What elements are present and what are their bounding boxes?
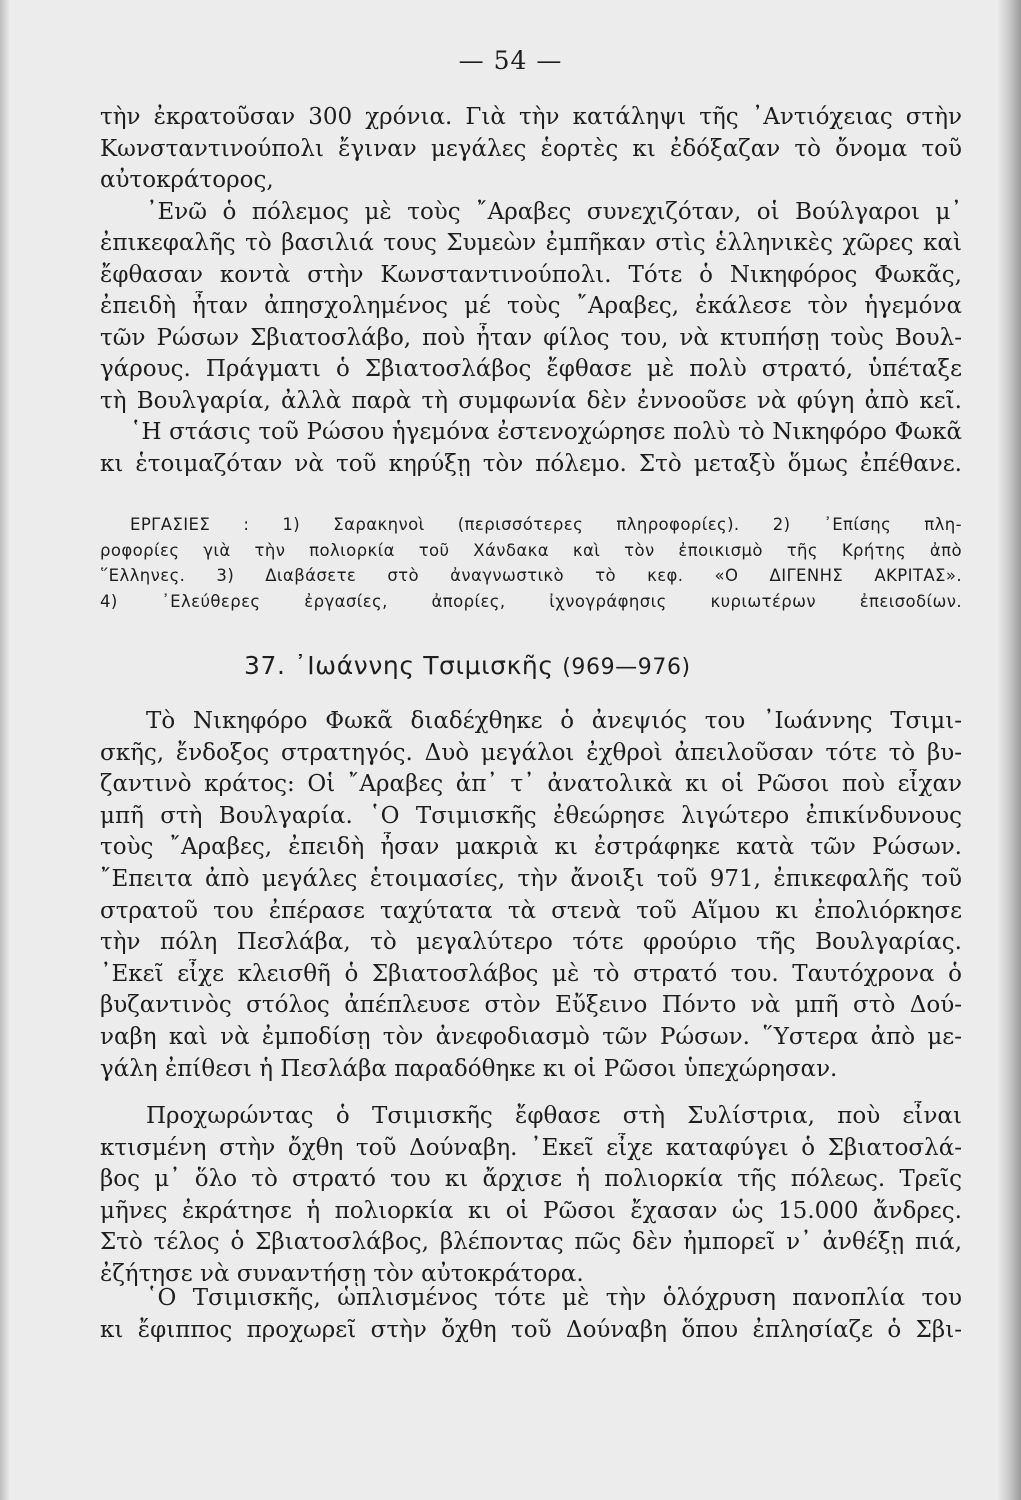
page-left-edge-shadow [0, 0, 10, 1500]
section-number: 37. [244, 651, 286, 680]
text-line: τὴν ἐκρατοῦσαν 300 χρόνια. Γιὰ τὴν κατάληψι τῆς ᾿Αντιόχειας στὴν [100, 104, 962, 130]
text-line: γάλη ἐπίθεσι ἡ Πεσλάβα παραδόθηκε κι οἱ Ρῶσοι ὑπεχώρησαν. [100, 1055, 838, 1082]
paragraph-3 [100, 1101, 962, 1291]
text-line: ἔφθασαν κοντὰ στὴν Κωνσταντινούπολι. Τότε ὁ Νικηφόρος Φωκᾶς, [100, 261, 962, 288]
text-line: ἐπειδὴ ἦταν ἀπησχολημένος μέ τοὺς ῎Αραβες, ἐκάλεσε τὸν ἡγεμόνα [100, 293, 962, 319]
text-line: ἐπικεφαλῆς τὸ βασιλιά τους Συμεὼν ἐμπῆκαν στὶς ἑλληνικὲς χῶρες καὶ [100, 230, 962, 256]
paragraph-4 [100, 1283, 962, 1346]
text-line: ἐζήτησε νὰ συναντήσῃ τὸν αὐτοκράτορα. [100, 1260, 584, 1287]
text-line: ᾿Ενῶ ὁ πόλεμος μὲ τοὺς ῎Αραβες συνεχιζόταν, οἱ Βούλγαροι μ᾿ [146, 198, 962, 225]
text-line: ᾿Εκεῖ εἶχε κλεισθῆ ὁ Σβιατοσλάβος μὲ τὸ στρατό του. Ταυτόχρονα ὁ [100, 960, 962, 987]
text-line: ναβη καὶ νὰ ἐμποδίσῃ τὸν ἀνεφοδιασμὸ τῶν Ρώσων. ῞Υστερα ἀπὸ με- [100, 1023, 962, 1050]
paragraph-2 [100, 706, 962, 1085]
text-line: ζαντινὸ κράτος: Οἱ ῎Αραβες ἀπ᾿ τ᾿ ἀνατολικὰ κι οἱ Ρῶσοι ποὺ εἶχαν [100, 771, 962, 798]
text-line: Τὸ Νικηφόρο Φωκᾶ διαδέχθηκε ὁ ἀνεψιός του ᾿Ιωάννης Τσιμι- [146, 708, 962, 734]
text-line: τὴ Βουλγαρία, ἀλλὰ παρὰ τὴ συμφωνία δὲν ἐννοοῦσε νὰ φύγη ἀπὸ κεῖ. [100, 387, 962, 414]
text-line: σκῆς, ἔνδοξος στρατηγός. Δυὸ μεγάλοι ἐχθροὶ ἀπειλοῦσαν τότε τὸ βυ- [100, 739, 962, 766]
text-line: βυζαντινὸς στόλος ἀπέπλευσε στὸν Εὔξεινο Πόντο νὰ μπῆ στὸ Δού- [100, 992, 962, 1019]
text-line: τῶν Ρώσων Σβιατοσλάβο, ποὺ ἦταν φίλος του, νὰ κτυπήσῃ τοὺς Βουλ- [100, 324, 962, 351]
text-line: κι ἔφιππος προχωρεῖ στὴν ὄχθη τοῦ Δούναβη ὅπου ἐπλησίαζε ὁ Σβι- [100, 1316, 962, 1343]
exercise-line: 4) ᾿Ελεύθερες ἐργασίες, ἀπορίες, ἰχνογράφησις κυριωτέρων ἐπεισοδίων. [100, 591, 962, 611]
text-line: κτισμένη στὴν ὄχθη τοῦ Δούναβη. ᾿Εκεῖ εἶχε καταφύγει ὁ Σβιατοσλά- [100, 1134, 962, 1161]
section-dates: (969—976) [562, 655, 691, 680]
page-number: — 54 — [458, 46, 563, 75]
text-line: στρατοῦ του ἐπέρασε ταχύτατα τὰ στενὰ τοῦ Αἵμου κι ἐπολιόρκησε [100, 897, 962, 924]
text-line: τοὺς ῎Αραβες, ἐπειδὴ ἦσαν μακριὰ κι ἐστράφηκε κατὰ τῶν Ρώσων. [100, 834, 962, 861]
text-line: βος μ᾿ ὅλο τὸ στρατό του κι ἄρχισε ἡ πολιορκία τῆς πόλεως. Τρεῖς [100, 1166, 962, 1193]
text-line: Στὸ τέλος ὁ Σβιατοσλάβος, βλέποντας πῶς δὲν ἠμπορεῖ ν᾿ ἀνθέξῃ πιά, [100, 1229, 962, 1256]
page-right-edge-shadow [997, 0, 1021, 1500]
exercise-line: ῞Ελληνες. 3) Διαβάσετε στὸ ἀναγνωστικὸ τὸ κεφ. «Ο ΔΙΓΕΝΗΣ ΑΚΡΙΤΑΣ». [100, 566, 962, 585]
text-line: ῾Η στάσις τοῦ Ρώσου ἡγεμόνα ἐστενοχώρησε πολὺ τὸ Νικηφόρο Φωκᾶ [130, 419, 962, 445]
text-line: μπῆ στὴ Βουλγαρία. ῾Ο Τσιμισκῆς ἐθεώρησε λιγώτερο ἐπικίνδυνους [100, 802, 962, 829]
text-line: κι ἑτοιμαζόταν νὰ τοῦ κηρύξῃ τὸν πόλεμο. Στὸ μεταξὺ ὅμως ἐπέθανε. [100, 450, 962, 477]
text-line: γάρους. Πράγματι ὁ Σβιατοσλάβος ἔφθασε μὲ πολὺ στρατό, ὑπέταξε [100, 356, 962, 382]
section-title: ᾿Ιωάννης Τσιμισκῆς [294, 651, 554, 680]
paragraph-1 [100, 102, 962, 480]
text-line: μῆνες ἐκράτησε ἡ πολιορκία κι οἱ Ρῶσοι ἔχασαν ὡς 15.000 ἄνδρες. [100, 1197, 962, 1224]
text-line: Προχωρώντας ὁ Τσιμισκῆς ἔφθασε στὴ Συλίστρια, ποὺ εἶναι [146, 1103, 962, 1129]
exercise-line: ροφορίες γιὰ τὴν πολιορκία τοῦ Χάνδακα καὶ τὸν ἐποικισμὸ τῆς Κρήτης ἀπὸ [100, 540, 962, 560]
section-heading [244, 651, 691, 680]
text-line: ῎Επειτα ἀπὸ μεγάλες ἑτοιμασίες, τὴν ἄνοιξι τοῦ 971, ἐπικεφαλῆς τοῦ [100, 865, 962, 892]
text-line: ῾Ο Τσιμισκῆς, ὡπλισμένος τότε μὲ τὴν ὁλόχρυση πανοπλία του [146, 1285, 962, 1311]
text-line: Κωνσταντινούπολι ἔγιναν μεγάλες ἑορτὲς κι ἐδόξαζαν τὸ ὄνομα τοῦ [100, 135, 962, 162]
exercise-line: ΕΡΓΑΣΙΕΣ : 1) Σαρακηνοὶ (περισσότερες πληροφορίες). 2) ᾿Επίσης πλη- [130, 515, 962, 534]
text-line: αὐτοκράτορος, [100, 167, 274, 193]
exercises-note [100, 512, 962, 614]
text-line: τὴν πόλη Πεσλάβα, τὸ μεγαλύτερο τότε φρούριο τῆς Βουλγαρίας. [100, 929, 962, 956]
